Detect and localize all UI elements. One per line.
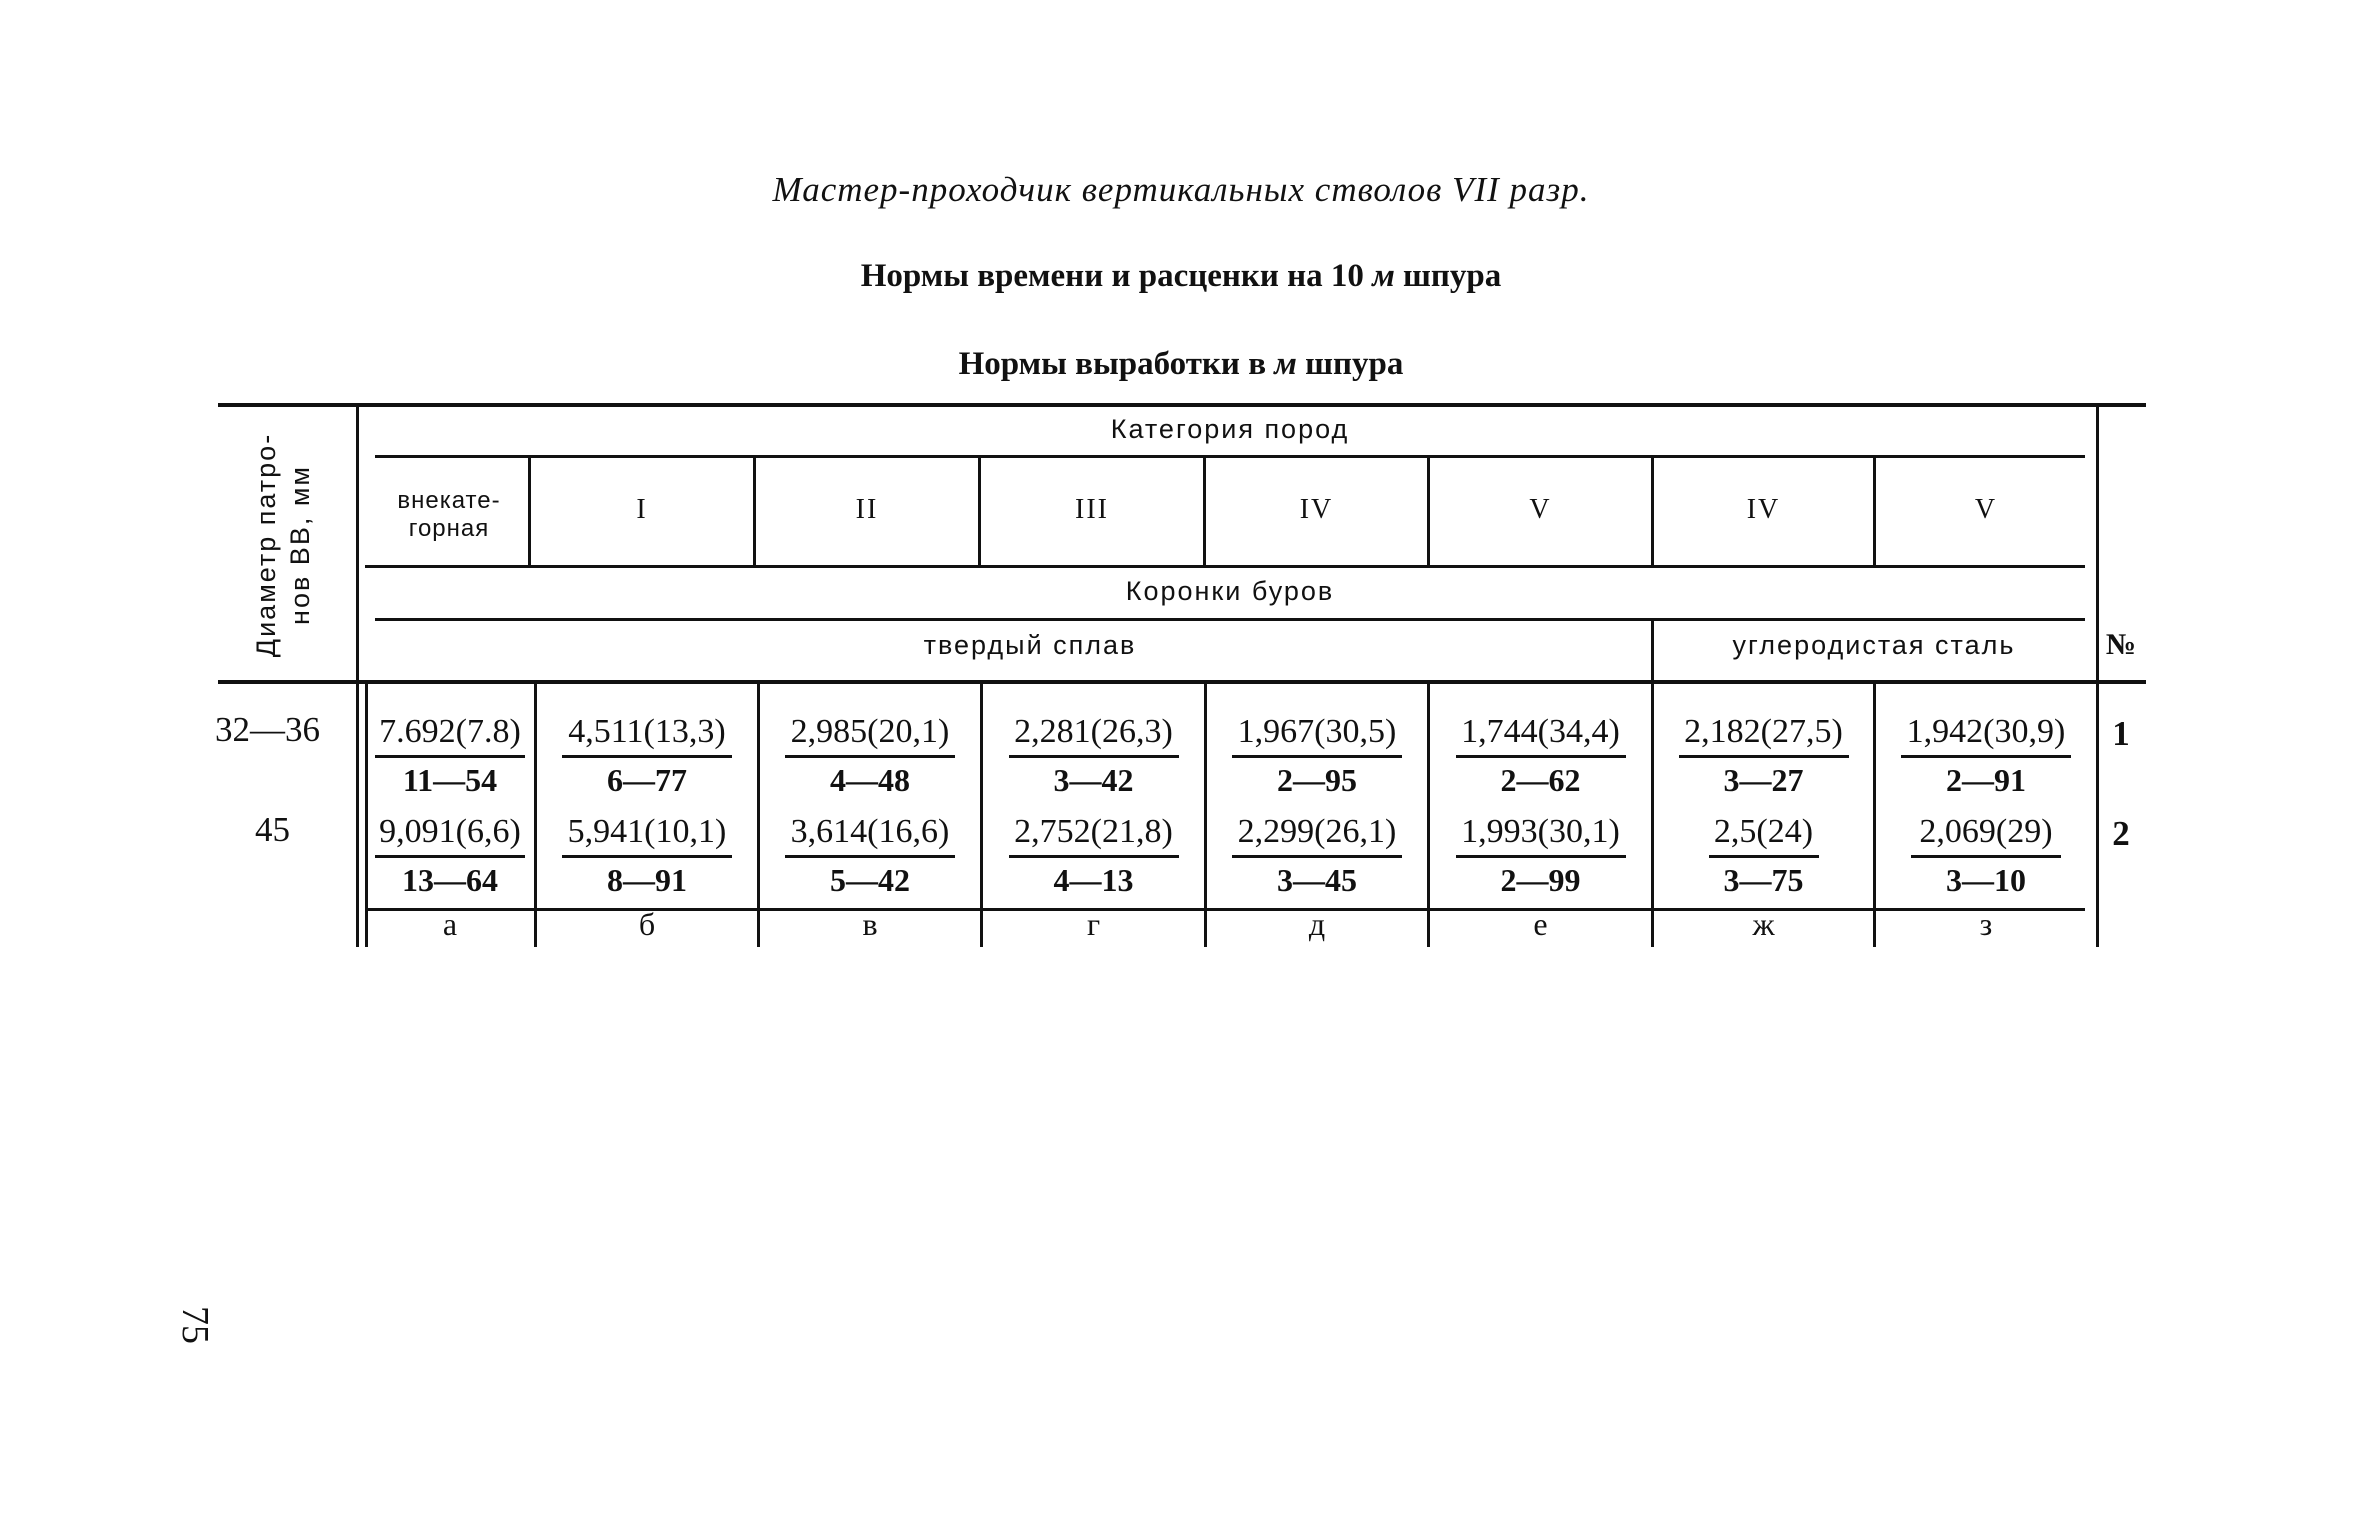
row1-cell-e-value: 1,967(30,5): [1237, 713, 1397, 750]
row2-cell-h-rate: 3—10: [1946, 862, 2026, 898]
column-letter-h: з: [1979, 906, 1993, 942]
row2-cell-f: [1430, 812, 1651, 899]
row2-cell-h-value: 2,069(29): [1919, 813, 2053, 850]
row2-cell-c: [760, 812, 980, 899]
row2-cell-g-bar: [1709, 855, 1819, 858]
row1-cell-h: [1876, 712, 2096, 799]
row1-cell-a-bar: [375, 755, 525, 758]
category-col-a: [370, 487, 528, 543]
column-letter-g: ж: [1752, 906, 1775, 942]
bits-header: Коронки буров: [1125, 576, 1335, 606]
row1-cell-a: [366, 712, 534, 799]
row2-cell-d-bar: [1009, 855, 1179, 858]
row1-cell-f-rate: 2—62: [1500, 762, 1581, 798]
title-text-pre: Нормы времени и расценки на 10: [860, 258, 1373, 294]
bits-hard-alloy: твердый сплав: [923, 630, 1137, 660]
row2-cell-b: [537, 812, 757, 899]
table-title: [0, 346, 2362, 383]
category-header: Категория пород: [1110, 414, 1350, 444]
category-col-a-line2: горная: [408, 515, 490, 542]
row1-cell-e-rate: 2—95: [1277, 762, 1357, 798]
row2-cell-b-rate: 8—91: [607, 862, 687, 898]
row2-cell-a-rate: 13—64: [402, 862, 498, 898]
category-col-f: V: [1529, 494, 1552, 525]
row2-cell-f-rate: 2—99: [1500, 862, 1581, 898]
row1-cell-h-rate: 2—91: [1946, 762, 2026, 798]
row1-cell-b-bar: [562, 755, 732, 758]
row1-cell-d-value: 2,281(26,3): [1014, 713, 1173, 750]
bits-rule: [375, 618, 2085, 621]
page-number: 75: [174, 1306, 216, 1344]
row2-cell-a-bar: [375, 855, 525, 858]
row1-cell-e: [1207, 712, 1427, 799]
number-column-border: [2096, 407, 2099, 947]
table-top-border: [218, 403, 2146, 407]
row1-cell-d-bar: [1009, 755, 1179, 758]
row2-cell-h-bar: [1911, 855, 2061, 858]
diameter-header-line1: Диаметр патро-: [251, 432, 281, 658]
column-letter-f: е: [1533, 906, 1548, 942]
row1-cell-c-bar: [785, 755, 955, 758]
row1-cell-a-value: 7.692(7.8): [379, 713, 521, 750]
row2-cell-c-bar: [785, 855, 955, 858]
row1-cell-f-bar: [1456, 755, 1626, 758]
row1-cell-h-value: 1,942(30,9): [1906, 713, 2066, 750]
table-title-unit: м: [1274, 346, 1297, 382]
category-col-e: IV: [1299, 494, 1334, 525]
diameter-header: [249, 433, 317, 657]
row1-cell-b-rate: 6—77: [607, 762, 687, 798]
table-title-post: шпура: [1296, 346, 1404, 382]
row2-cell-c-value: 3,614(16,6): [790, 813, 950, 850]
category-col-c: II: [855, 494, 879, 525]
category-col-d: III: [1075, 494, 1109, 525]
row2-cell-e-value: 2,299(26,1): [1237, 813, 1397, 850]
column-letter-a: а: [442, 906, 458, 942]
category-col-a-line1: внекате-: [397, 487, 501, 514]
row2-cell-e: [1207, 812, 1427, 899]
row1-cell-c: [760, 712, 980, 799]
diameter-header-line2: нов ВВ, мм: [285, 465, 315, 625]
page-title: [0, 258, 2362, 295]
row1-cell-c-value: 2,985(20,1): [790, 713, 950, 750]
row1-cell-g-value: 2,182(27,5): [1684, 713, 1843, 750]
bits-carbon-steel: углеродистая сталь: [1732, 630, 2016, 660]
column-letter-c: в: [862, 906, 878, 942]
table-title-pre: Нормы выработки в: [958, 346, 1275, 382]
header-bottom-border: [218, 680, 2146, 684]
row2-cell-a: [366, 812, 534, 899]
diameter-column-border: [356, 407, 359, 947]
row2-cell-g-rate: 3—75: [1723, 862, 1804, 898]
category-col-g: IV: [1746, 494, 1781, 525]
row1-cell-g-bar: [1679, 755, 1849, 758]
row1-cell-g-rate: 3—27: [1723, 762, 1804, 798]
category-col-b: I: [636, 494, 648, 525]
row2-cell-e-bar: [1232, 855, 1402, 858]
row1-cell-d: [983, 712, 1204, 799]
row2-cell-d: [983, 812, 1204, 899]
row1-cell-g: [1654, 712, 1873, 799]
row1-cell-f-value: 1,744(34,4): [1461, 713, 1620, 750]
row2-cell-b-bar: [562, 855, 732, 858]
row2-diameter: 45: [255, 810, 290, 849]
row1-cell-d-rate: 3—42: [1053, 762, 1134, 798]
row2-cell-h: [1876, 812, 2096, 899]
row2-cell-d-value: 2,752(21,8): [1014, 813, 1173, 850]
row2-cell-b-value: 5,941(10,1): [567, 813, 727, 850]
column-letter-d: г: [1086, 906, 1101, 942]
column-letter-b: б: [638, 906, 656, 942]
categories-rule: [365, 565, 2085, 568]
category-rule: [375, 455, 2085, 458]
row2-cell-e-rate: 3—45: [1277, 862, 1357, 898]
number-header: №: [2105, 628, 2137, 661]
row1-cell-a-rate: 11—54: [402, 762, 498, 798]
row1-cell-c-rate: 4—48: [830, 762, 910, 798]
row1-cell-f: [1430, 712, 1651, 799]
title-text-post: шпура: [1394, 258, 1502, 294]
row1-cell-h-bar: [1901, 755, 2071, 758]
row2-number: 2: [2112, 814, 2130, 853]
row2-cell-c-rate: 5—42: [830, 862, 910, 898]
row1-number: 1: [2112, 714, 2130, 753]
title-unit: м: [1372, 258, 1395, 294]
row2-cell-g: [1654, 812, 1873, 899]
category-col-h: V: [1974, 494, 1998, 525]
row2-cell-d-rate: 4—13: [1053, 862, 1134, 898]
row1-diameter: 32—36: [215, 710, 320, 749]
row1-cell-b-value: 4,511(13,3): [568, 713, 726, 750]
row2-cell-a-value: 9,091(6,6): [379, 813, 521, 850]
row2-cell-f-bar: [1456, 855, 1626, 858]
row2-cell-g-value: 2,5(24): [1713, 813, 1814, 850]
column-letter-e: д: [1308, 906, 1326, 942]
row2-cell-f-value: 1,993(30,1): [1461, 813, 1620, 850]
row1-cell-b: [537, 712, 757, 799]
page-subtitle: Мастер-проходчик вертикальных стволов VII разр.: [772, 170, 1590, 209]
row1-cell-e-bar: [1232, 755, 1402, 758]
